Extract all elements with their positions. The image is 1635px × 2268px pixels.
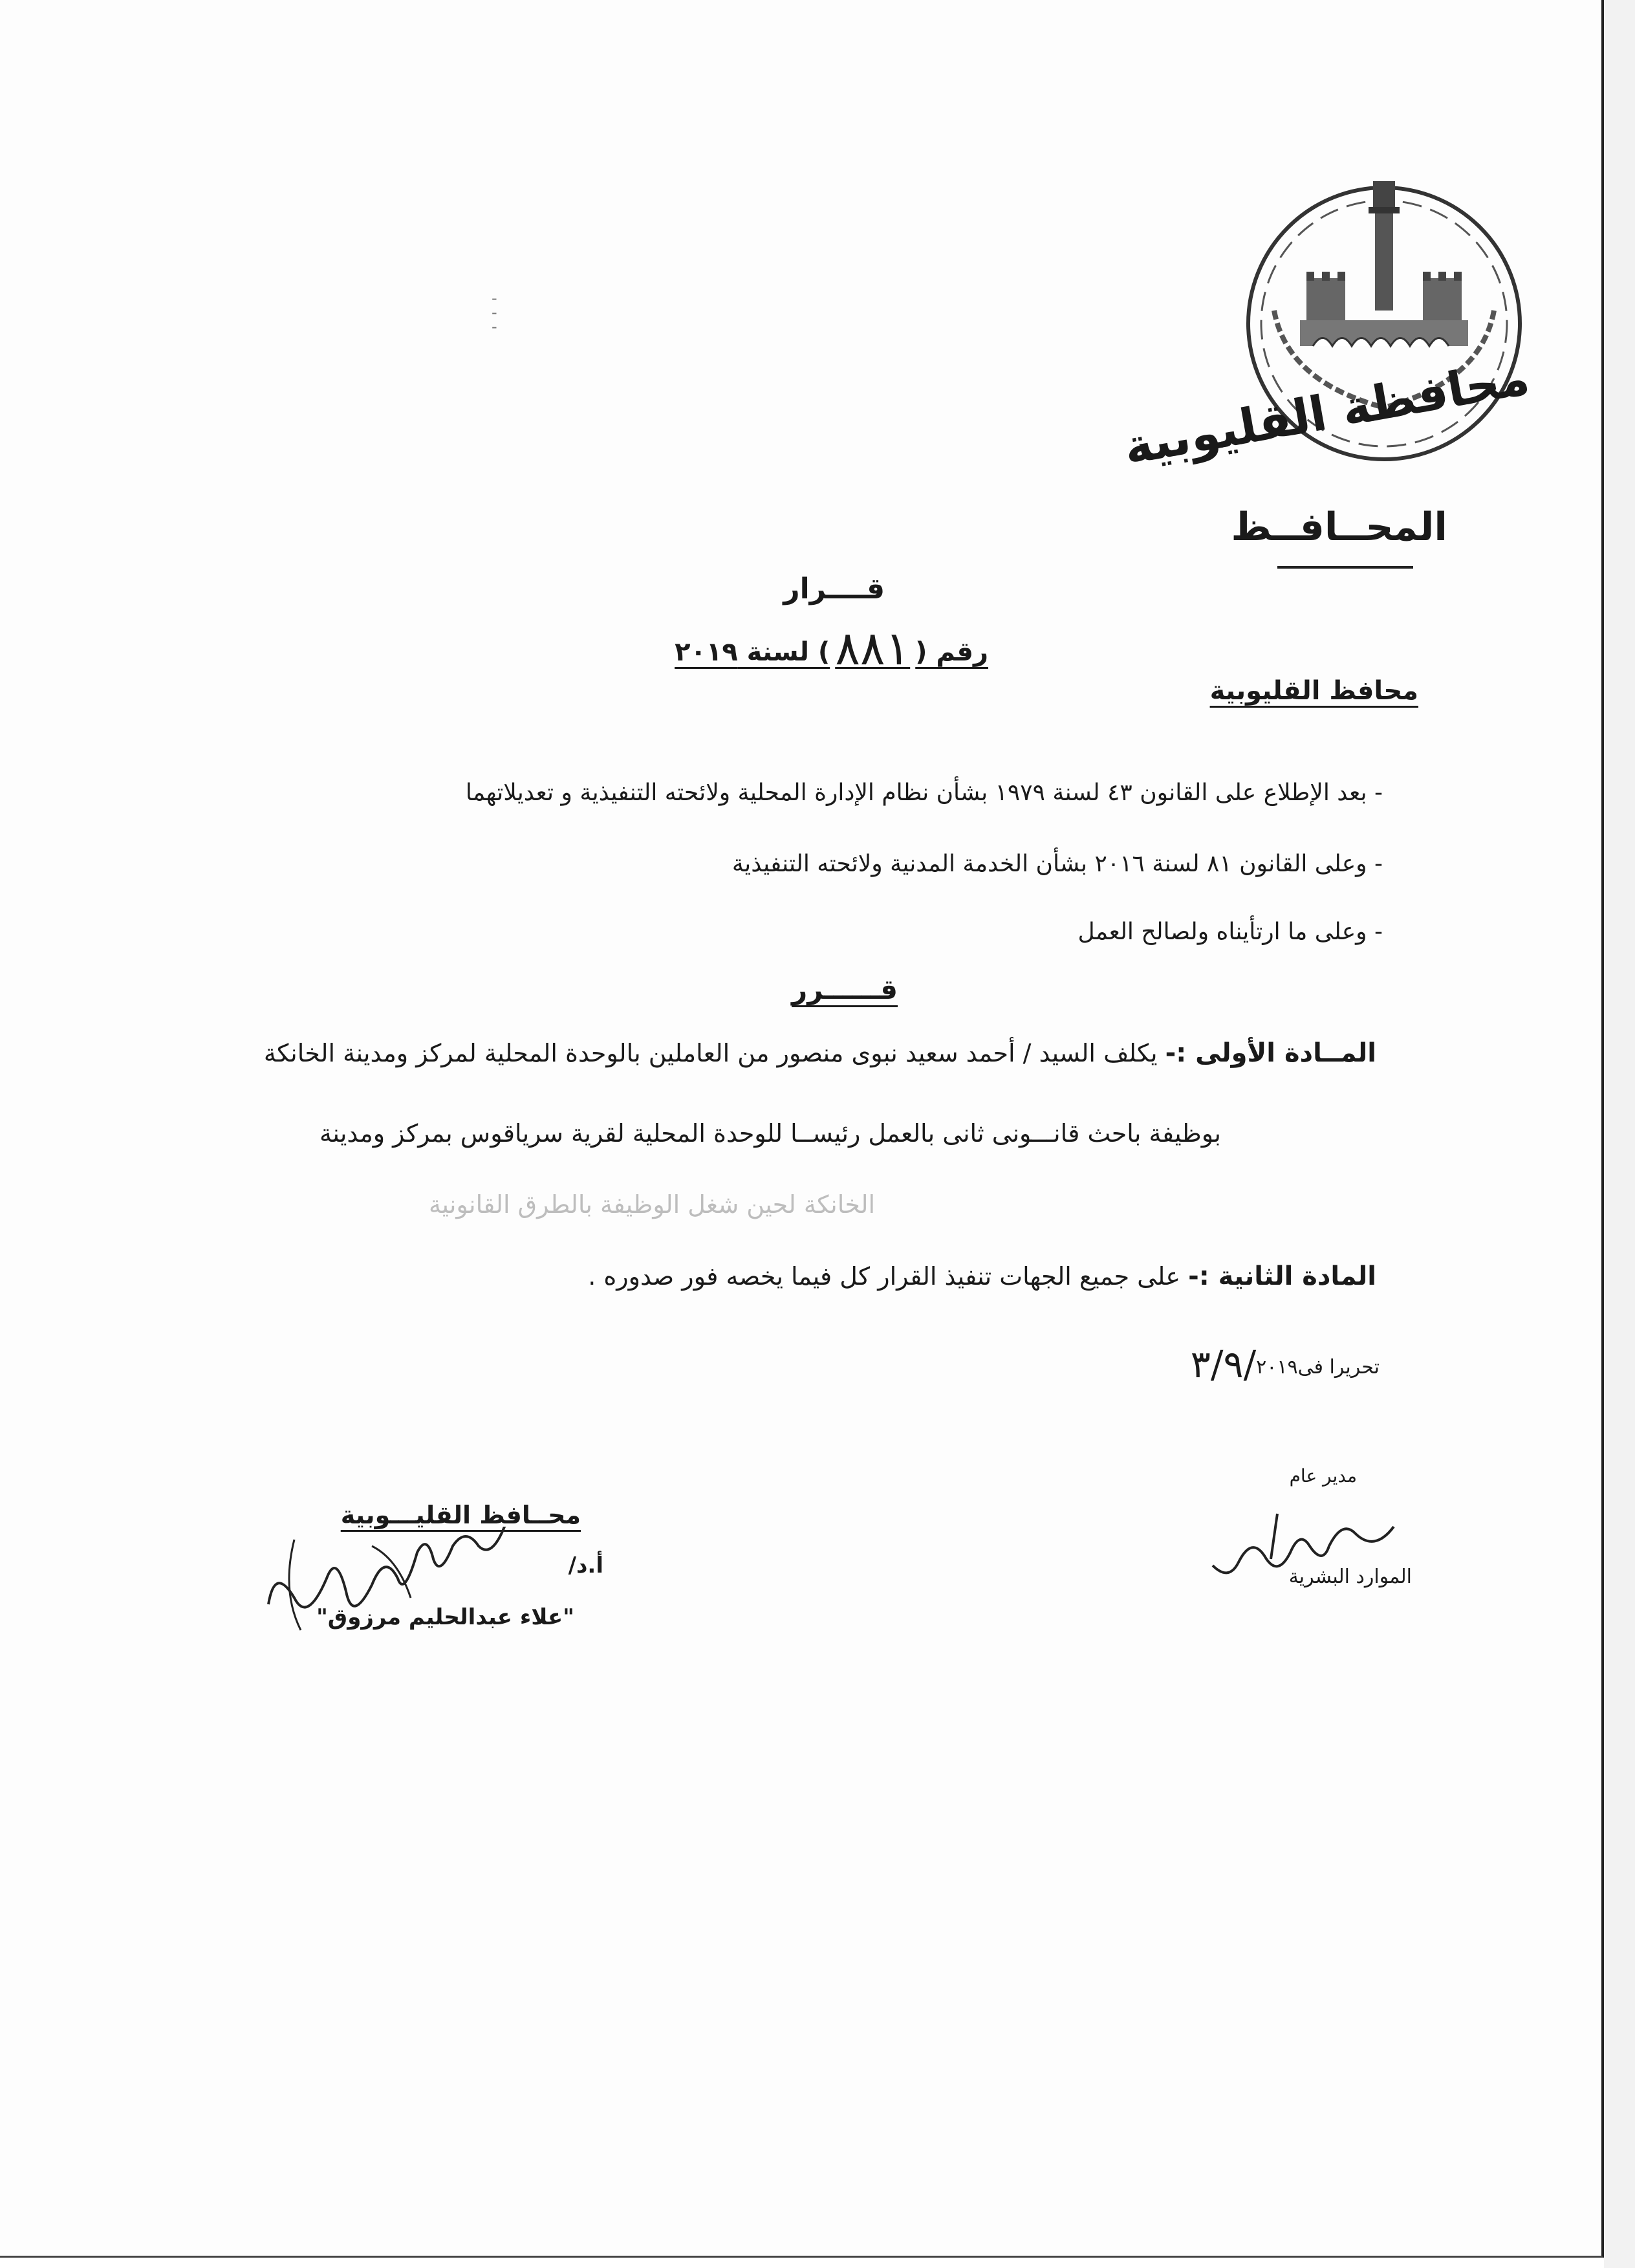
date-year: ٢٠١٩ [1256,1356,1298,1379]
decree-number-handwritten: ٨٨١ [835,621,911,675]
preamble-line: - وعلى ما ارتأيناه ولصالح العمل [1077,919,1383,945]
article-second [588,1261,1376,1291]
divider [1277,566,1413,569]
hr-department: الموارد البشرية [1288,1565,1412,1588]
decree-heading: قــــرار [783,572,885,605]
article-first-continued: بوظيفة باحث قانـــونى ثانى بالعمل رئيســا للوحدة المحلية لقرية سرياقوس بمركز ومدينة [319,1119,1221,1148]
decided-heading: قــــــرر [792,974,898,1005]
date-handwritten: ٣/٩/ [1190,1342,1257,1386]
date-line [1191,1342,1380,1386]
decree-number-suffix: ) لسنة ٢٠١٩ [675,637,830,667]
article-first-label: المــادة الأولى :- [1165,1038,1376,1068]
article-second-label: المادة الثانية :- [1188,1261,1376,1291]
decree-number [675,621,988,675]
office-title: المحــافــظ [1231,505,1447,550]
issuer: محافظ القليوبية [1209,676,1418,706]
preamble-line: - بعد الإطلاع على القانون ٤٣ لسنة ١٩٧٩ بشأن نظام الإدارة المحلية ولائحته التنفيذية و تعديلاتهما [465,780,1383,806]
article-second-text: على جميع الجهات تنفيذ القرار كل فيما يخصه فور صدوره . [588,1262,1181,1291]
governor-prefix: أ.د/ [568,1553,603,1578]
date-prefix: تحريرا فى [1297,1356,1380,1379]
hr-title: مدير عام [1289,1465,1357,1487]
emblem-title: محافظة القليوبية [1120,349,1533,476]
article-first [264,1038,1376,1068]
decree-number-prefix: رقم ( [915,637,988,667]
article-first-faded: الخانكة لحين شغل الوظيفة بالطرق القانونية [428,1190,875,1219]
scan-mark: - - - [492,289,497,336]
governor-title: محــافظ القليـــوبية [340,1501,581,1529]
scan-edge [1604,0,1635,2268]
article-first-text: يكلف السيد / أحمد سعيد نبوى منصور من العاملين بالوحدة المحلية لمركز ومدينة الخانكة [263,1039,1158,1067]
preamble-line: - وعلى القانون ٨١ لسنة ٢٠١٦ بشأن الخدمة المدنية ولائحته التنفيذية [731,851,1383,877]
governor-name: "علاء عبدالحليم مرزوق" [316,1604,574,1630]
